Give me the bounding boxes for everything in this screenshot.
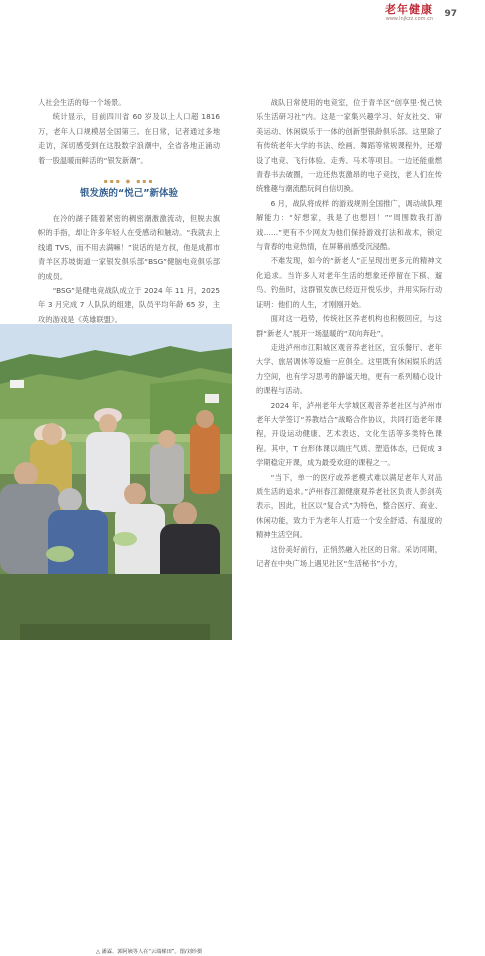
section-heading: 银发族的“悦己”新体验 <box>80 188 178 199</box>
paragraph: 走进泸州市江阳城区观音养老社区，宜乐餐厅、老年大学、旅居调休等设施一应俱全。这里既有休闲娱乐的活力空间，也有学习思考的静谧天地，更有一系列精心设计的课程与活动。 <box>256 342 442 396</box>
left-body-column <box>38 212 220 327</box>
section-title <box>38 178 220 202</box>
ornament-icon: ▪▪▪ ◆ ▪▪▪ <box>103 178 155 185</box>
right-body-column <box>256 96 442 571</box>
brand-url: www.lnjkzz.com.cn <box>385 16 433 22</box>
page-number: 97 <box>444 9 457 19</box>
paragraph: “BSG”是健电竞战队成立于 2024 年 11 月，2025 年 3 月完成 7 人队队的组建，队员平均年龄 65 岁，主攻的游戏是《英雄联盟》。 <box>38 286 220 324</box>
paragraph: 在冷的湖子随着紧密的稠密潮激激流动，但脱去旗帜的手指，却让许多年轻人在受感动和触动。“我就去上线通 TVS，而不用去满嘛！”说话的是方叔，他是成都市青羊区苏坡街道一家银发俱乐部“BSG”健脑电竞俱乐部的成员。 <box>38 214 220 281</box>
paragraph: 人社会生活的每一个场景。 <box>38 98 126 107</box>
brand-logo-text: 老年健康 <box>385 3 433 16</box>
magazine-brand <box>385 3 433 22</box>
paragraph: 2024 年，泸州老年大学城区观音养老社区与泸州市老年大学签订“养教结合”战略合作协议，共同打造老年课程，开设运动健康、艺术表达、文化生活等多类特色课程。其中，T 台形体课以端庄气质、塑造体态，已促成 3 学期稳定开课，成为最受欢迎的课程之一。 <box>256 400 442 468</box>
left-intro-column <box>38 96 220 168</box>
photo-illustration <box>0 324 232 640</box>
page-header <box>0 0 485 30</box>
paragraph: “当下，单一的医疗或养老模式难以满足老年人对品质生活的追求。”泸州春江源健康观养老社区负责人彭剑英表示，因此，社区以“复合式”为特色，整合医疗、商业、休闲功能，致力于为老年人打造一个安全舒适、有温度的精神生活空间。 <box>256 472 442 540</box>
photo-caption: △ 潘霖、郭阿姨等人在“云端梯田”。图/刘珍摄 <box>96 949 203 955</box>
paragraph: 这份美好前行，正悄然融入社区的日常。采访同期，记者在中央广场上遇见社区“生活秘书”小方， <box>256 544 442 568</box>
paragraph: 面对这一趋势，传统社区养老机构也积极回应，与这群“新老人”展开一场温暖的“双向奔赴”。 <box>256 314 442 338</box>
paragraph: 战队日常使用的电竞室，位于青羊区“创享里·悦己快乐生活研习社”内。这是一家集兴趣学习、好友社交、审美运动、休闲娱乐于一体的创新型银龄俱乐部。这里除了有传统老年大学的书法、绘画、舞蹈等常规课程外，还增设了电竞、飞行体验、走秀、马术等项目。一边还能重燃青春书去破圈，一边还热衷激昂的电子竞技，老人们在传统雅趣与潮流酷玩间自信切换。 <box>256 98 442 194</box>
paragraph: 6 月，战队将成样 的游戏规则全国推广，调动战队理解能力：“好想家，我是了也想回！”“周围数我打游戏……”更有不少网友为他们保持游戏打法和战术，锁定与青春的电竞热情，在屏幕前感受沉浸酷。 <box>256 198 442 252</box>
paragraph: 不难发现，如今的“新老人”正呈现出更多元的精神文化追求。当许多人对老年生活的想象还停留在下棋、遛鸟、钓鱼时，这群银发族已经迈开悦乐步，并用实际行动证明：他们的人生，才刚刚开始。 <box>256 256 442 309</box>
article-photo <box>0 324 232 955</box>
paragraph: 统计显示，目前四川省 60 岁及以上人口超 1816 万，老年人口规模居全国第三。在日常，记者通过多地走访，深切感受到在这股数字浪潮中，全省各地正涌动着一股温暖而鲜活的“银发新潮”。 <box>38 112 220 165</box>
